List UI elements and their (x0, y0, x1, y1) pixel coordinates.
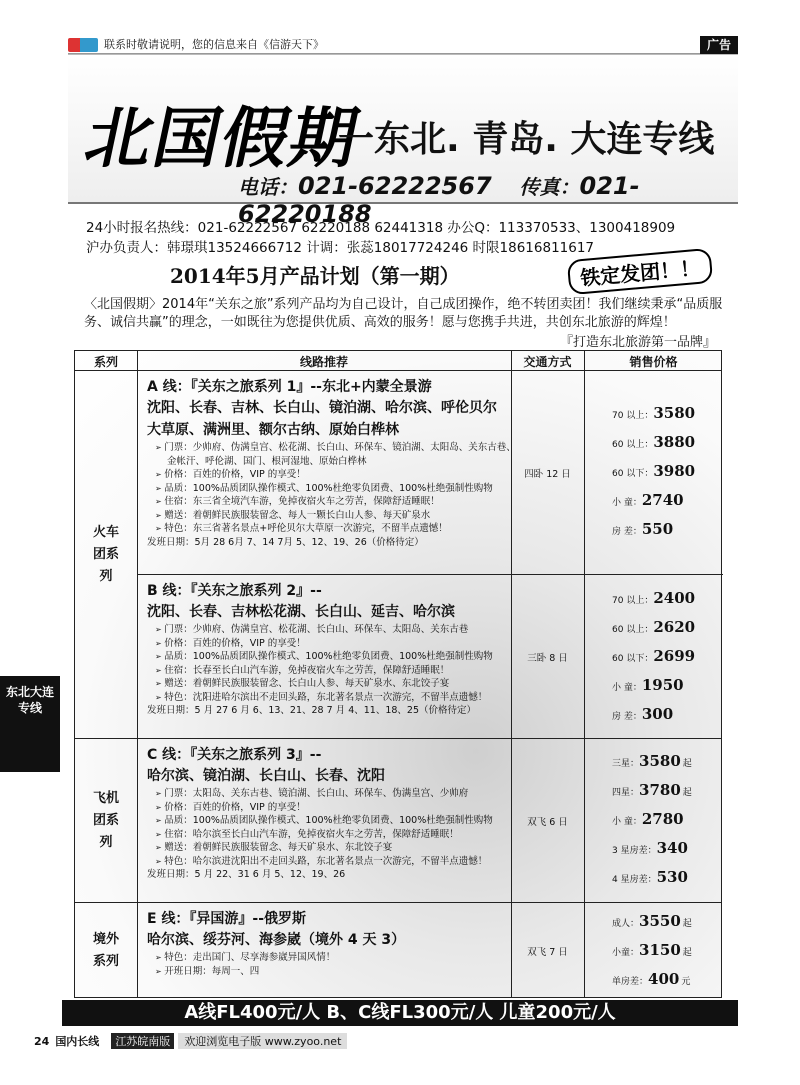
ad-label: 广告 (700, 36, 738, 54)
route-b-detail: ➢ 门票：少帅府、伪满皇宫、松花湖、长白山、环保车、太阳岛、关东古巷 (147, 623, 511, 637)
fax-label: 传真： (519, 175, 580, 199)
header-series: 系列 (93, 355, 118, 369)
category-train: 火车团系列 (93, 524, 120, 584)
price-line: 70 以上：2400 (612, 588, 696, 607)
route-a-detail: ➢ 特色：东三省著名景点+呼伦贝尔大草原一次游完，不留半点遗憾！ (147, 522, 511, 536)
route-c-detail: ➢ 赠送：着朝鲜民族服装留念、每天矿泉水、东北饺子宴 (147, 841, 511, 855)
route-c-detail: ➢ 门票：太阳岛、关东古巷、镜泊湖、长白山、环保车、伪满皇宫、少帅府 (147, 787, 511, 801)
route-a-detail: ➢ 价格：百姓的价格，VIP 的享受！ (147, 468, 511, 482)
fax-number: 021-62220188 (238, 172, 640, 228)
brand-name: 北国假期 (78, 99, 368, 177)
guarantee-stamp: 铁定发团！！ (567, 248, 714, 295)
section-overseas (75, 903, 721, 999)
side-section-tab: 东北大连专线 (0, 676, 60, 772)
route-b-detail: ➢ 价格：百姓的价格，VIP 的享受！ (147, 637, 511, 651)
route-e-cities: 哈尔滨、绥芬河、海参崴（境外 4 天 3） (147, 932, 406, 948)
price-line: 60 以上：2620 (612, 617, 696, 636)
phone-number: 021-62222567 (298, 172, 492, 200)
route-b-prices (584, 575, 723, 739)
brand-routes: 一东北. 青岛. 大连专线 (338, 119, 715, 160)
category-flight: 飞机团系列 (93, 790, 120, 850)
route-b-detail: ➢ 住宿：长春至长白山汽车游，免掉夜宿火车之劳苦，保障舒适睡眠！ (147, 664, 511, 678)
header-route: 线路推荐 (299, 355, 348, 369)
intro-text: 〈北国假期〉2014年“关东之旅”系列产品均为自己设计，自己成团操作，绝不转团卖团！我们继续秉承“品质服务、诚信共赢”的理念，一如既往为您提供优质、高效的服务！愿与您携手共进，共创东北旅游的辉煌！ (84, 297, 723, 330)
contact-info (86, 218, 716, 258)
route-c-transport: 双飞 6 日 (527, 816, 568, 828)
route-c-cities: 哈尔滨、镜泊湖、长白山、长春、沈阳 (147, 768, 385, 784)
route-a-detail: ➢ 赠送：着朝鲜民族服装留念、每人一颗长白山人参、每天矿泉水 (147, 509, 511, 523)
price-line: 3 星房差：340 (612, 839, 688, 857)
route-b-title: B 线：『关东之旅系列 2』-- (147, 583, 322, 599)
publisher-logo (68, 38, 98, 52)
category-overseas: 境外系列 (93, 932, 120, 969)
phone-label: 电话： (238, 175, 298, 199)
price-line: 三星：3580 起 (612, 752, 692, 770)
staff-line: 沪办负责人：韩璟琪13524666712 计调：张蕊18017724246 时限18616811617 (86, 240, 595, 256)
price-line: 小童：3150 起 (612, 940, 692, 959)
route-b-detail: ➢ 赠送：着朝鲜民族服装留念、长白山人参、每天矿泉水、东北饺子宴 (147, 677, 511, 691)
route-b-detail: ➢ 特色：沈阳进哈尔滨出不走回头路，东北著名景点一次游完，不留半点遗憾！ (147, 691, 511, 705)
price-line: 60 以下：2699 (612, 646, 696, 665)
section-train (75, 371, 721, 739)
route-b (137, 575, 511, 718)
header-price: 销售价格 (629, 355, 678, 369)
route-e-title: E 线：『异国游』--俄罗斯 (147, 911, 307, 927)
route-b-row (137, 575, 723, 739)
route-c (137, 739, 511, 882)
route-a-detail: ➢ 门票：少帅府、伪满皇宫、松花湖、长白山、环保车、镜泊湖、太阳岛、关东古巷、 (147, 441, 511, 455)
page-number: 24 (34, 1034, 50, 1048)
rebate-bar: A线FL400元/人 B、C线FL300元/人 儿童200元/人 (62, 1000, 738, 1026)
hotline-line: 24小时报名热线：021-62222567 62220188 62441318 办公Q：113370533、1300418909 (86, 220, 676, 236)
route-b-detail: ➢ 品质：100%品质团队操作模式、100%杜绝零负团费、100%杜绝强制性购物 (147, 650, 511, 664)
route-b-transport: 三卧 8 日 (527, 653, 568, 664)
header-note-text: 联系时敬请说明，您的信息来自《信游天下》 (104, 37, 324, 51)
price-line: 小 童：2740 (612, 491, 684, 509)
route-c-prices (584, 739, 723, 902)
page-section: 国内长线 (55, 1035, 100, 1048)
route-e-transport: 双飞 7 日 (527, 947, 568, 958)
route-b-dates: 发班日期：5 月 27 6 月 6、13、21、28 7 月 4、11、18、25（价格待定） (147, 705, 476, 716)
route-e (137, 903, 511, 978)
price-line: 单房差：400 元 (612, 969, 691, 988)
route-a (137, 371, 516, 549)
route-a-transport: 四卧 12 日 (524, 468, 571, 480)
route-a-cities-2: 大草原、满洲里、额尔古纳、原始白桦林 (147, 422, 399, 438)
header-transport: 交通方式 (523, 355, 572, 369)
route-b-cities: 沈阳、长春、吉林松花湖、长白山、延吉、哈尔滨 (147, 604, 455, 620)
route-c-detail: ➢ 品质：100%品质团队操作模式、100%杜绝零负团费、100%杜绝强制性购物 (147, 814, 511, 828)
route-e-prices (584, 903, 723, 999)
edition-label: 江苏皖南版 (111, 1033, 174, 1049)
route-a-detail: ➢ 品质：100%品质团队操作模式、100%杜绝零负团费、100%杜绝强制性购物 (147, 482, 511, 496)
route-c-detail: ➢ 价格：百姓的价格，VIP 的享受！ (147, 801, 511, 815)
header-note (68, 36, 728, 54)
table-header (75, 351, 721, 371)
site-link[interactable]: 欢迎浏览电子版 www.zyoo.net (178, 1033, 347, 1049)
route-e-detail: ➢ 特色：走出国门、尽享海参崴异国风情！ (147, 951, 511, 965)
route-c-dates: 发班日期：5 月 22、31 6 月 5、12、19、26 (147, 869, 346, 880)
route-a-cities-1: 沈阳、长春、吉林、长白山、镜泊湖、哈尔滨、呼伦贝尔 (147, 400, 497, 416)
price-line: 房 差：300 (612, 704, 674, 723)
route-c-detail: ➢ 住宿：哈尔滨至长白山汽车游，免掉夜宿火车之劳苦，保障舒适睡眠！ (147, 828, 511, 842)
price-line: 4 星房差：530 (612, 868, 688, 886)
route-a-detail: 金帐汗、呼伦湖、国门、根河湿地、原始白桦林 (167, 455, 367, 467)
route-a-prices (584, 371, 723, 574)
price-line: 成人：3550 起 (612, 911, 692, 930)
price-line: 房 差：550 (612, 520, 674, 538)
price-line: 60 以下：3980 (612, 462, 696, 480)
route-a-detail: ➢ 住宿：东三省全境汽车游，免掉夜宿火车之劳苦，保障舒适睡眠！ (147, 495, 511, 509)
route-c-detail: ➢ 特色：哈尔滨进沈阳出不走回头路，东北著名景点一次游完，不留半点遗憾！ (147, 855, 511, 869)
route-a-row (137, 371, 723, 575)
route-c-title: C 线：『关东之旅系列 3』-- (147, 747, 322, 763)
product-table (74, 350, 722, 998)
price-line: 小 童：1950 (612, 675, 684, 694)
route-e-detail: ➢ 开班日期：每周一、四 (147, 965, 511, 979)
page-footer (0, 1033, 800, 1049)
route-a-title: A 线：『关东之旅系列 1』--东北+内蒙全景游 (147, 379, 432, 395)
slogan: 『打造东北旅游第一品牌』 (559, 335, 716, 350)
price-line: 70 以上：3580 (612, 404, 696, 422)
price-line: 小 童：2780 (612, 810, 684, 828)
page-title: 2014年5月产品计划（第一期） (170, 264, 460, 288)
route-a-dates: 发班日期：5月 28 6月 7、14 7月 5、12、19、26（价格待定） (147, 536, 424, 548)
section-flight (75, 739, 721, 903)
price-line: 60 以上：3880 (612, 433, 696, 451)
price-line: 四星：3780 起 (612, 781, 692, 799)
